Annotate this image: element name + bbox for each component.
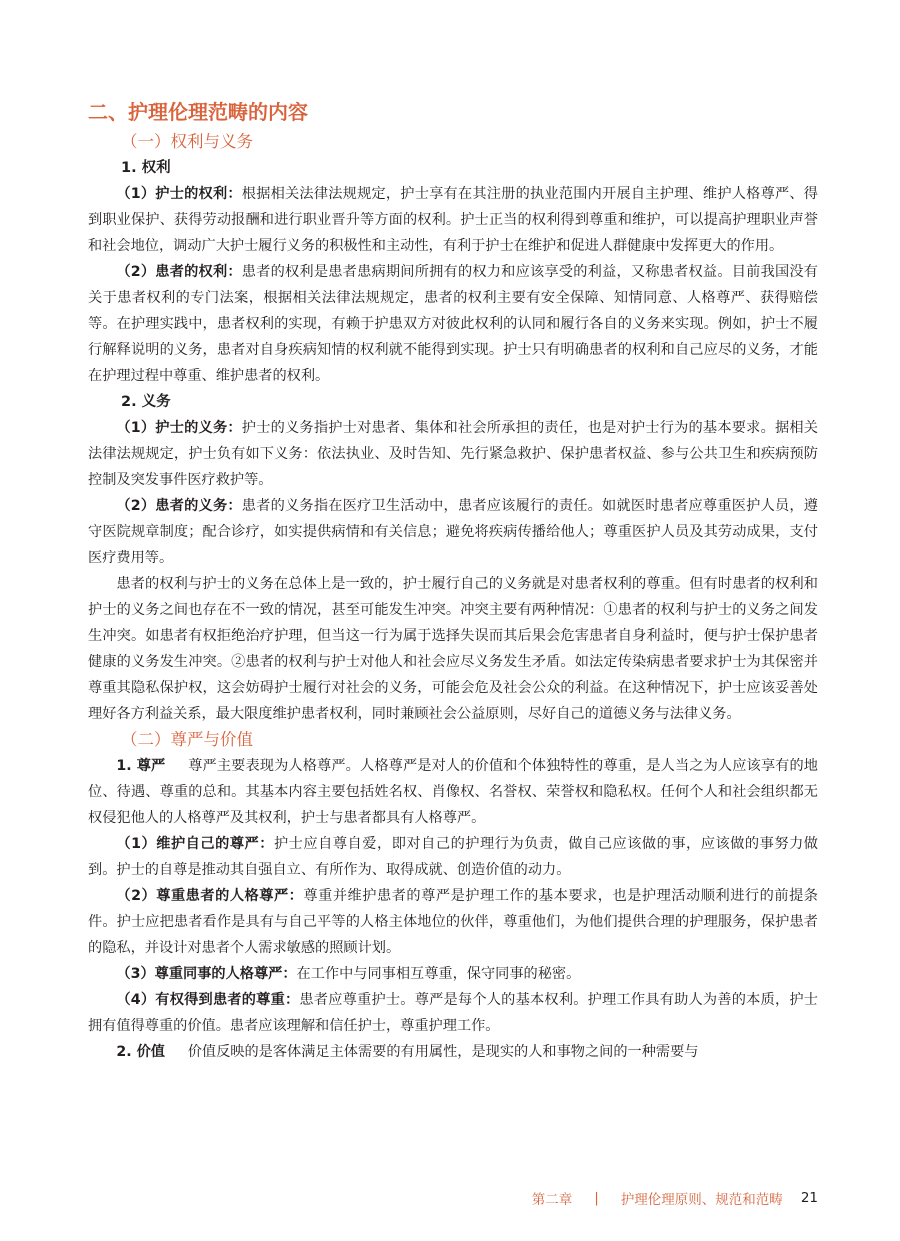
lead-self-dignity: （1）维护自己的尊严： bbox=[116, 836, 274, 852]
lead-nurse-rights: （1）护士的权利： bbox=[116, 186, 242, 202]
text-value: 价值反映的是客体满足主体需要的有用属性，是现实的人和事物之间的一种需要与 bbox=[187, 1044, 699, 1060]
heading-rights: 1. 权利 bbox=[121, 160, 171, 176]
page-footer bbox=[532, 1186, 818, 1210]
lead-patient-rights: （2）患者的权利： bbox=[116, 264, 242, 280]
footer-chapter-title: 护理伦理原则、规范和范畴 bbox=[620, 1192, 783, 1208]
lead-value: 2. 价值 bbox=[116, 1044, 165, 1060]
text-patient-rights: 患者的权利是患者患病期间所拥有的权力和应该享受的利益，又称患者权益。目前我国没有关于患者权利的专门法案，根据相关法律法规规定，患者的权利主要有安全保障、知情同意、人格尊严、获得赔偿等。在护理实践中，患者权利的实现，有赖于护患双方对彼此权利的认同和履行各自的义务来实现。例如，护士不履行解释说明的义务，患者对自身疾病知情的权利就不能得到实现。护士只有明确患者的权利和自己应尽的义务，才能在护理过程中尊重、维护患者的权利。 bbox=[88, 264, 818, 384]
paragraph-rights-duties-conflict: 患者的权利与护士的义务在总体上是一致的，护士履行自己的义务就是对患者权利的尊重。但有时患者的权利和护士的义务之间也存在不一致的情况，甚至可能发生冲突。冲突主要有两种情况：①患者的权利与护士的义务之间发生冲突。如患者有权拒绝治疗护理，但当这一行为属于选择失误而其后果会危害患者自身利益时，便与护士保护患者健康的义务发生冲突。②患者的权利与护士对他人和社会应尽义务发生矛盾。如法定传染病患者要求护士为其保密并尊重其隐私保护权，这会妨碍护士履行对社会的义务，可能会危及社会公众的利益。在这种情况下，护士应该妥善处理好各方利益关系，最大限度维护患者权利，同时兼顾社会公益原则，尽好自己的道德义务与法律义务。 bbox=[88, 576, 818, 722]
page-number: 21 bbox=[800, 1190, 818, 1206]
lead-colleague-dignity: （3）尊重同事的人格尊严： bbox=[116, 966, 297, 982]
paragraph-nurse-duties bbox=[88, 415, 818, 493]
footer-separator: | bbox=[594, 1190, 599, 1206]
lead-patient-duties: （2）患者的义务： bbox=[116, 498, 242, 514]
text-patient-duties: 患者的义务指在医疗卫生活动中，患者应该履行的责任。如就医时患者应尊重医护人员，遵守医院规章制度；配合诊疗，如实提供病情和有关信息；避免将疾病传播给他人；尊重医护人员及其劳动成果，支付医疗费用等。 bbox=[88, 498, 818, 566]
paragraph-respect-from-patient bbox=[88, 987, 818, 1039]
text-self-dignity: 护士应自尊自爱，即对自己的护理行为负责，做自己应该做的事，应该做的事努力做到。护士的自尊是推动其自强自立、有所作为、取得成就、创造价值的动力。 bbox=[88, 836, 818, 878]
paragraph-self-dignity bbox=[88, 831, 818, 883]
paragraph-colleague-dignity bbox=[88, 961, 818, 987]
subsection-heading-rights-duties: （一）权利与义务 bbox=[121, 132, 253, 151]
lead-nurse-duties: （1）护士的义务： bbox=[116, 420, 242, 436]
page-content bbox=[88, 97, 818, 1065]
paragraph-dignity bbox=[88, 753, 818, 831]
footer-chapter: 第二章 bbox=[531, 1192, 573, 1208]
paragraph-patient-dignity bbox=[88, 883, 818, 961]
paragraph-patient-duties bbox=[88, 493, 818, 571]
subsection-heading-dignity-value: （二）尊严与价值 bbox=[121, 730, 253, 749]
text-dignity: 尊严主要表现为人格尊严。人格尊严是对人的价值和个体独特性的尊重，是人当之为人应该享有的地位、待遇、尊重的总和。其基本内容主要包括姓名权、肖像权、名誉权、荣誉权和隐私权。任何个人和社会组织都无权侵犯他人的人格尊严及其权利，护士与患者都具有人格尊严。 bbox=[88, 758, 818, 826]
lead-dignity: 1. 尊严 bbox=[116, 758, 166, 774]
paragraph-value bbox=[88, 1039, 818, 1065]
heading-duties: 2. 义务 bbox=[121, 394, 171, 410]
paragraph-patient-rights bbox=[88, 259, 818, 389]
text-nurse-duties: 护士的义务指护士对患者、集体和社会所承担的责任，也是对护士行为的基本要求。据相关法律法规规定，护士负有如下义务：依法执业、及时告知、先行紧急救护、保护患者权益、参与公共卫生和疾病预防控制及突发事件医疗救护等。 bbox=[88, 420, 818, 488]
lead-respect-from-patient: （4）有权得到患者的尊重： bbox=[116, 992, 300, 1008]
section-title: 二、护理伦理范畴的内容 bbox=[88, 100, 308, 124]
text-colleague-dignity: 在工作中与同事相互尊重，保守同事的秘密。 bbox=[296, 966, 581, 982]
text-patient-dignity: 尊重并维护患者的尊严是护理工作的基本要求，也是护理活动顺利进行的前提条件。护士应把患者看作是具有与自己平等的人格主体地位的伙伴，尊重他们，为他们提供合理的护理服务，保护患者的隐私，并设计对患者个人需求敏感的照顾计划。 bbox=[88, 888, 818, 956]
lead-patient-dignity: （2）尊重患者的人格尊严： bbox=[116, 888, 304, 904]
text-respect-from-patient: 患者应尊重护士。尊严是每个人的基本权利。护理工作具有助人为善的本质，护士拥有值得尊重的价值。患者应该理解和信任护士，尊重护理工作。 bbox=[88, 992, 818, 1034]
paragraph-nurse-rights bbox=[88, 181, 818, 259]
text-nurse-rights: 根据相关法律法规规定，护士享有在其注册的执业范围内开展自主护理、维护人格尊严、得到职业保护、获得劳动报酬和进行职业晋升等方面的权利。护士正当的权利得到尊重和维护，可以提高护理职业声誉和社会地位，调动广大护士履行义务的积极性和主动性，有利于护士在维护和促进人群健康中发挥更大的作用。 bbox=[88, 186, 818, 254]
